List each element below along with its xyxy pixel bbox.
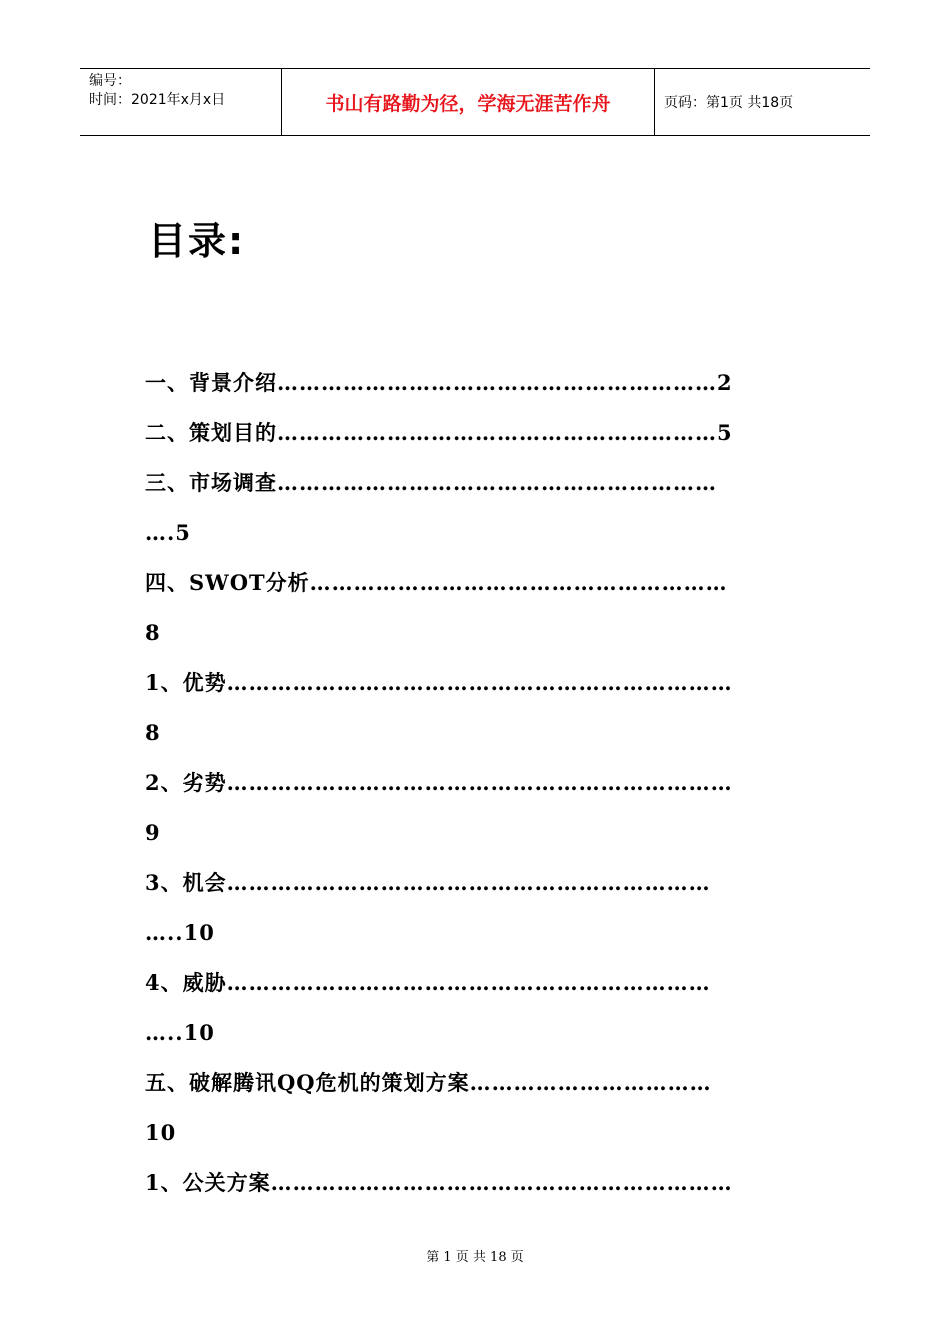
toc-line: 10	[145, 1120, 177, 1145]
toc-line: 五、破解腾讯QQ危机的策划方案……………………………	[145, 1070, 712, 1095]
toc-line: 2、劣势……………………………………………………………	[145, 770, 733, 795]
toc-line: …..10	[145, 920, 215, 945]
table-of-contents	[145, 358, 757, 1208]
page-header	[80, 68, 870, 136]
toc-line: 8	[145, 720, 161, 745]
toc-line: 四、SWOT分析…………………………………………………	[145, 570, 728, 595]
page-title: 目录:	[148, 219, 246, 263]
page-footer: 第 1 页 共 18 页	[426, 1250, 524, 1265]
toc-line: 二、策划目的……………………………………………………5	[145, 420, 733, 445]
toc-line: 3、机会…………………………………………………………	[145, 870, 711, 895]
toc-line: ….5	[145, 520, 191, 545]
toc-line: 一、背景介绍……………………………………………………2	[145, 370, 733, 395]
header-page-info: 页码：第1页 共18页	[664, 95, 794, 111]
header-motto: 书山有路勤为径，学海无涯苦作舟	[282, 69, 655, 135]
toc-line: …..10	[145, 1020, 215, 1045]
header-meta	[80, 69, 282, 135]
toc-line: 4、威胁…………………………………………………………	[145, 970, 711, 995]
document-number-label: 编号：	[89, 73, 131, 89]
toc-line: 1、公关方案………………………………………………………	[145, 1170, 733, 1195]
toc-line: 三、市场调查……………………………………………………	[145, 470, 717, 495]
document-date: 时间：2021年x月x日	[89, 92, 226, 108]
toc-line: 9	[145, 820, 161, 845]
toc-line: 1、优势……………………………………………………………	[145, 670, 733, 695]
toc-line: 8	[145, 620, 161, 645]
